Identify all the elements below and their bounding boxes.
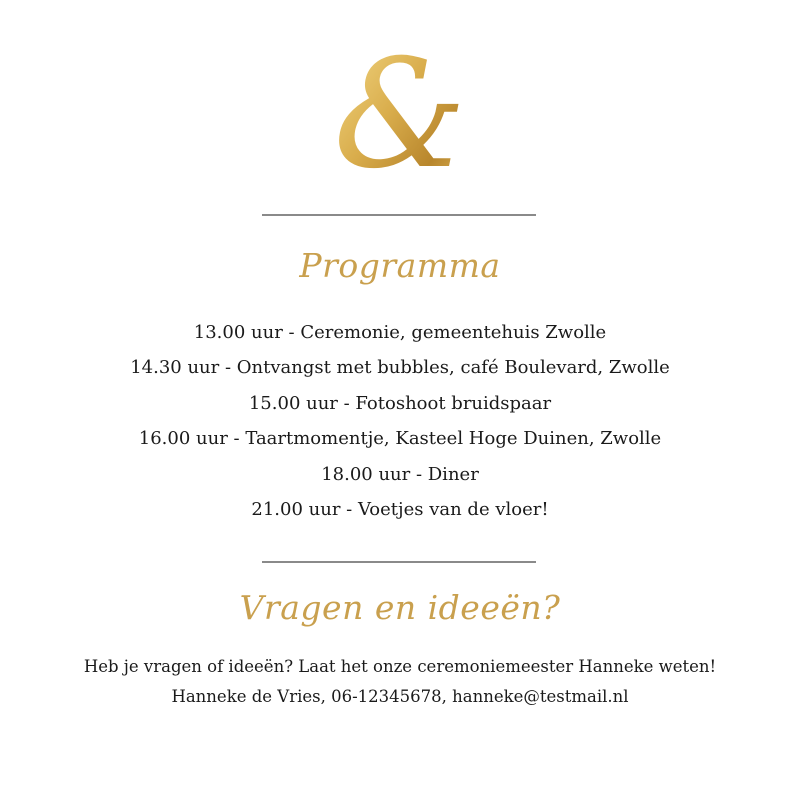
contact-invite-text: Heb je vragen of ideeën? Laat het onze ceremoniemeester Hanneke weten! — [83, 657, 717, 676]
schedule-item: 16.00 uur - Taartmomentje, Kasteel Hoge Duinen, Zwolle — [138, 428, 662, 450]
program-schedule — [0, 315, 800, 527]
ampersand-glyph: & — [333, 38, 467, 188]
schedule-item: 14.30 uur - Ontvangst met bubbles, café Boulevard, Zwolle — [130, 357, 670, 379]
schedule-item: 15.00 uur - Fotoshoot bruidspaar — [248, 392, 552, 414]
program-heading: Programma — [299, 246, 501, 285]
gold-ampersand-icon — [320, 38, 480, 188]
questions-heading: Vragen en ideeën? — [239, 588, 561, 627]
schedule-item: 18.00 uur - Diner — [321, 463, 479, 485]
schedule-item: 21.00 uur - Voetjes van de vloer! — [251, 498, 549, 520]
bottom-divider — [262, 561, 536, 563]
contact-section — [0, 652, 800, 712]
contact-details: Hanneke de Vries, 06-12345678, hanneke@testmail.nl — [171, 687, 629, 706]
schedule-item: 13.00 uur - Ceremonie, gemeentehuis Zwolle — [193, 322, 607, 343]
top-divider — [262, 214, 536, 216]
